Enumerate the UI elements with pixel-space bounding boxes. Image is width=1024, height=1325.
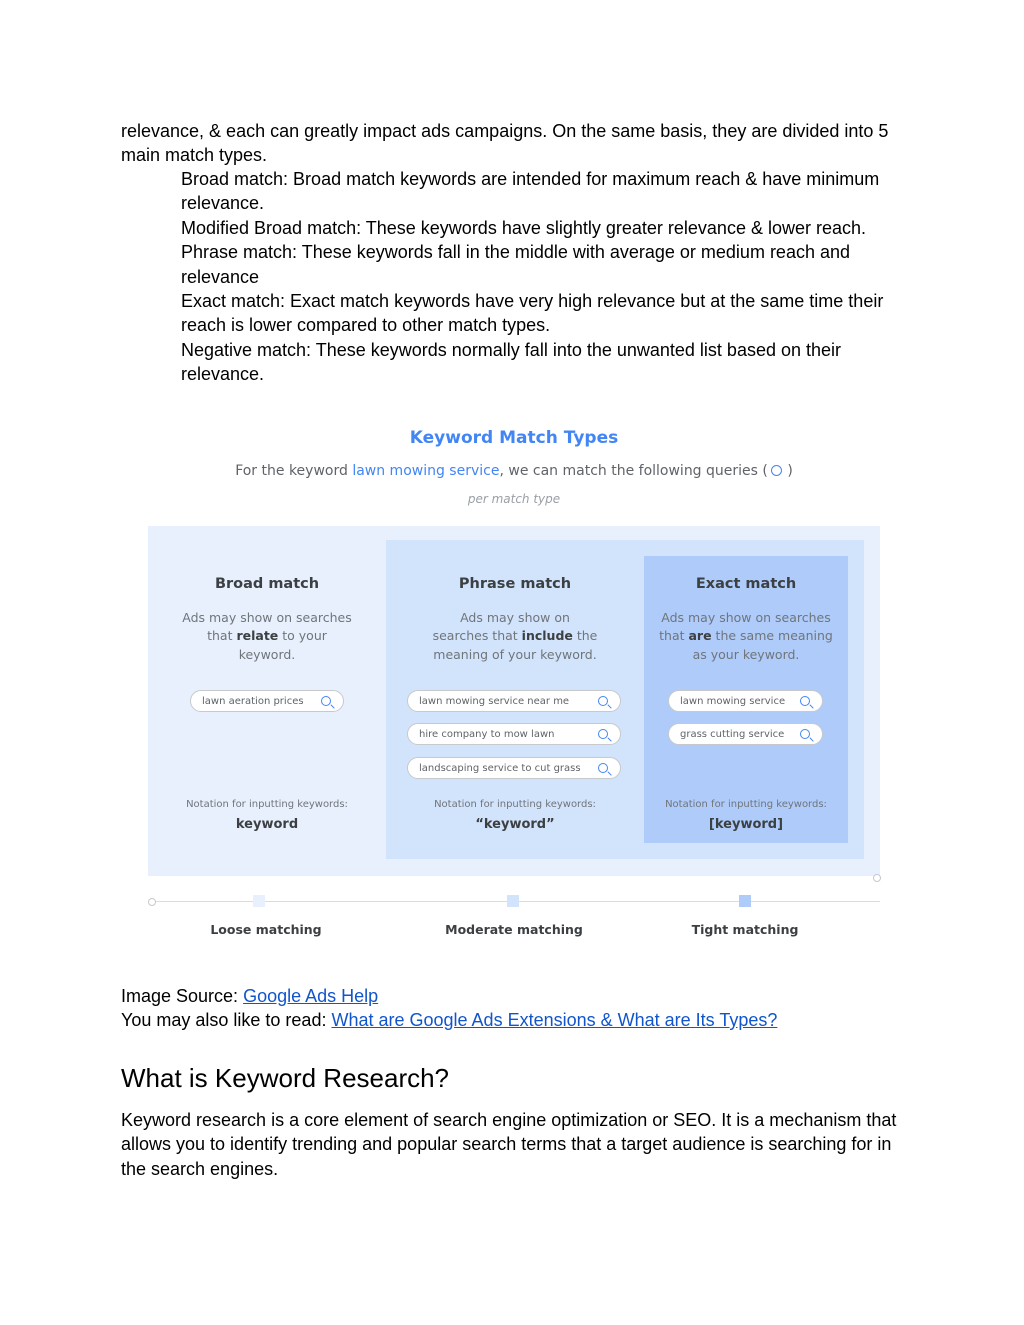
- moderate-tick: [507, 895, 519, 907]
- query-pill: [668, 723, 823, 745]
- column-title: Broad match: [214, 576, 320, 592]
- loose-tick: [253, 895, 265, 907]
- notation-label: Notation for inputting keywords:: [186, 799, 348, 810]
- search-icon: [800, 729, 810, 739]
- notation-value: “keyword”: [475, 817, 555, 832]
- list-item: Exact match: Exact match keywords have very high relevance but at the same time their reach is lower compared to other match types.: [181, 291, 884, 336]
- notation-value: keyword: [235, 817, 299, 832]
- search-icon: [598, 763, 608, 773]
- description-text: as your keyword.: [692, 646, 800, 662]
- query-pill: [407, 757, 621, 779]
- column-title: Exact match: [695, 576, 797, 592]
- notation-label: Notation for inputting keywords:: [665, 799, 827, 810]
- description-text: Ads may show on: [460, 610, 570, 625]
- description-line: [402, 646, 628, 664]
- match-column: [402, 418, 628, 858]
- search-icon: [598, 696, 608, 706]
- description-line: [180, 609, 354, 627]
- also-read-label: You may also like to read:: [121, 1010, 332, 1030]
- description-line: [648, 627, 844, 645]
- description-line: [402, 609, 628, 627]
- list-item: Modified Broad match: These keywords have slightly greater relevance & lower reach.: [181, 217, 867, 238]
- tight-matching-label: Tight matching: [691, 922, 799, 937]
- subtitle-text: , we can match the following queries (: [499, 463, 768, 479]
- query-pill: [668, 690, 823, 712]
- moderate-matching-label: Moderate matching: [445, 922, 583, 937]
- scale-start-dot: [148, 898, 156, 906]
- description-text: that: [207, 628, 237, 644]
- description-text: meaning of your keyword.: [433, 646, 597, 662]
- description-text: Ads may show on searches: [182, 610, 352, 625]
- notation-label: Notation for inputting keywords:: [434, 799, 596, 810]
- list-item: Negative match: These keywords normally fall into the unwanted list based on their relevance.: [181, 339, 842, 385]
- column-title: Phrase match: [458, 576, 572, 592]
- query-text: lawn mowing service near me: [419, 696, 570, 707]
- query-text: landscaping service to cut grass: [419, 763, 581, 774]
- list-item: Broad match: Broad match keywords are intended for maximum reach & have minimum relevance.: [181, 169, 880, 214]
- also-read: [121, 1008, 911, 1032]
- query-pill: [407, 690, 621, 712]
- emphasis-text: include: [521, 628, 573, 644]
- description-text: searches that: [432, 628, 522, 644]
- subtitle-text: For the keyword: [235, 463, 353, 479]
- column-description: [402, 609, 628, 664]
- search-icon: [321, 696, 331, 706]
- google-ads-help-link[interactable]: Google Ads Help: [243, 986, 379, 1006]
- column-description: [180, 609, 354, 664]
- description-line: [648, 646, 844, 664]
- search-icon: [800, 696, 810, 706]
- match-column: [648, 418, 844, 858]
- notation-value: [keyword]: [708, 817, 784, 832]
- figure-note: per match type: [467, 492, 561, 506]
- scale-end-dot: [873, 874, 881, 882]
- section-heading: What is Keyword Research?: [121, 1063, 450, 1093]
- section-body: Keyword research is a core element of search engine optimization or SEO. It is a mechanism that allows you to identify trending and popular search terms that a target audience is searching for in the search engines.: [121, 1110, 897, 1179]
- match-type-list: [181, 167, 911, 387]
- emphasis-text: are: [688, 628, 712, 644]
- loose-matching-label: Loose matching: [210, 922, 322, 937]
- subtitle-text: ): [782, 463, 793, 479]
- description-text: to your keyword.: [238, 628, 327, 662]
- list-item: Phrase match: These keywords fall in the middle with average or medium reach and relevance: [181, 242, 850, 287]
- query-pill: [190, 690, 344, 712]
- figure-title: Keyword Match Types: [409, 428, 619, 448]
- query-pill: [407, 723, 621, 745]
- query-text: lawn aeration prices: [202, 696, 304, 707]
- image-source: [121, 984, 911, 1008]
- search-icon: [598, 729, 608, 739]
- ads-extensions-link[interactable]: What are Google Ads Extensions & What are Its Types?: [331, 1010, 778, 1030]
- query-text: lawn mowing service: [680, 696, 786, 707]
- description-line: [180, 627, 354, 664]
- description-text: that: [659, 628, 689, 644]
- source-label: Image Source:: [121, 986, 244, 1006]
- match-column: [180, 418, 354, 858]
- description-text: Ads may show on searches: [661, 610, 831, 625]
- description-text: the: [572, 628, 598, 644]
- description-line: [402, 627, 628, 645]
- query-text: grass cutting service: [680, 729, 785, 740]
- description-text: the same meaning: [711, 628, 833, 644]
- tight-tick: [739, 895, 751, 907]
- column-description: [648, 609, 844, 664]
- subtitle-keyword: lawn mowing service: [352, 463, 500, 479]
- description-line: [648, 609, 844, 627]
- intro-paragraph: relevance, & each can greatly impact ads campaigns. On the same basis, they are divided into 5 main match types.: [121, 121, 889, 166]
- emphasis-text: relate: [236, 628, 279, 644]
- query-text: hire company to mow lawn: [419, 729, 555, 740]
- keyword-match-types-figure: [140, 418, 888, 948]
